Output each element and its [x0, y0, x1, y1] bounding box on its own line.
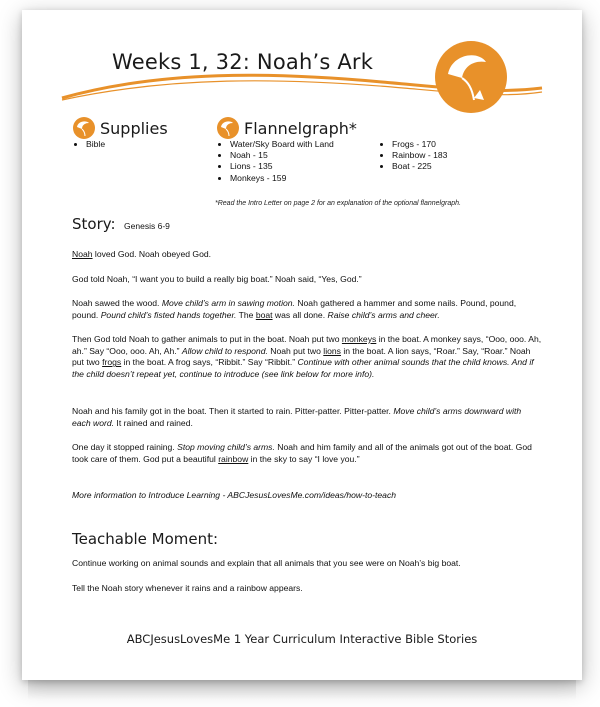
page-title: Weeks 1, 32: Noah’s Ark [112, 50, 374, 74]
supplies-header [72, 116, 168, 140]
vocab-boat: boat [255, 309, 273, 320]
vocab-frogs: frogs [102, 357, 122, 368]
list-item: • Bible [86, 139, 105, 150]
flannelgraph-note: *Read the Intro Letter on page 2 for an explanation of the optional flannelgraph. [215, 200, 461, 207]
list-item: • Boat - 225 [392, 161, 447, 172]
kite-logo-icon [434, 40, 508, 114]
list-item: • Noah - 15 [230, 150, 334, 161]
vocab-lions: lions [323, 345, 341, 356]
story-paragraph-3: Noah sawed the wood. Move child’s arm in sawing motion. Noah gathered a hammer and some nails. Pound, pound, pound. Pound child’s fisted hands together. The boat was all done. Raise child’s arms and cheer. [72, 298, 517, 320]
flannelgraph-list-col1 [218, 139, 334, 184]
list-item: • Rainbow - 183 [392, 150, 447, 161]
story-reference: Genesis 6-9 [124, 221, 170, 231]
story-label: Story: [72, 215, 116, 233]
supplies-heading: Supplies [100, 118, 168, 138]
supplies-list [74, 139, 105, 150]
vocab-rainbow: rainbow [218, 453, 249, 464]
teachable-moment-heading: Teachable Moment: [72, 530, 219, 548]
list-item: • Monkeys - 159 [230, 173, 334, 184]
vocab-noah: Noah [72, 249, 93, 259]
story-paragraph-5: Noah and his family got in the boat. Then it started to rain. Pitter-patter. Pitter-patter. Move child’s arms downward with each word. It rained and rained. [72, 406, 522, 428]
vocab-monkeys: monkeys [341, 334, 377, 344]
page-reflection [28, 678, 576, 700]
story-paragraph-2: God told Noah, “I want you to build a really big boat.” Noah said, “Yes, God.” [72, 274, 362, 284]
story-header [72, 215, 170, 234]
flannelgraph-heading: Flannelgraph* [244, 118, 357, 138]
list-item: • Lions - 135 [230, 161, 334, 172]
list-item: • Frogs - 170 [392, 139, 447, 150]
flannelgraph-list-col2 [380, 139, 447, 173]
flannelgraph-header [216, 116, 357, 140]
kite-bullet-icon [72, 116, 96, 140]
list-item: • Water/Sky Board with Land [230, 139, 334, 150]
story-paragraph-6: One day it stopped raining. Stop moving child’s arms. Noah and him family and all of the animals got out of the boat. God took care of them. God put a beautiful rainbow in the sky to say “I love you.” [72, 442, 532, 464]
story-paragraph-1: Noah loved God. Noah obeyed God. [72, 249, 212, 259]
page-footer: ABCJesusLovesMe 1 Year Curriculum Interactive Bible Stories [126, 632, 478, 646]
kite-bullet-icon [216, 116, 240, 140]
teachable-paragraph-1: Continue working on animal sounds and explain that all animals that you see were on Noah’s big boat. [72, 558, 461, 568]
teachable-paragraph-2: Tell the Noah story whenever it rains and a rainbow appears. [72, 583, 303, 593]
document-page [22, 10, 582, 680]
more-info-link-text: More information to Introduce Learning - ABCJesusLovesMe.com/ideas/how-to-teach [72, 490, 397, 500]
story-paragraph-4: Then God told Noah to gather animals to put in the boat. Noah put two monkeys in the boat. A monkey says, “Ooo, ooo. Ah, ah.” Say “Ooo, ooo. Ah, Ah.” Allow child to respond. Noah put two lions in the boat. A lion says, “Roar.” Say, “Roar.” Noah put two frogs in the boat. A frog says, “Ribbit.” Say “Ribbit.” Continue with other animal sounds that the child knows. And if the child doesn’t repeat yet, continue to introduce (see link below for more info). [72, 334, 542, 379]
